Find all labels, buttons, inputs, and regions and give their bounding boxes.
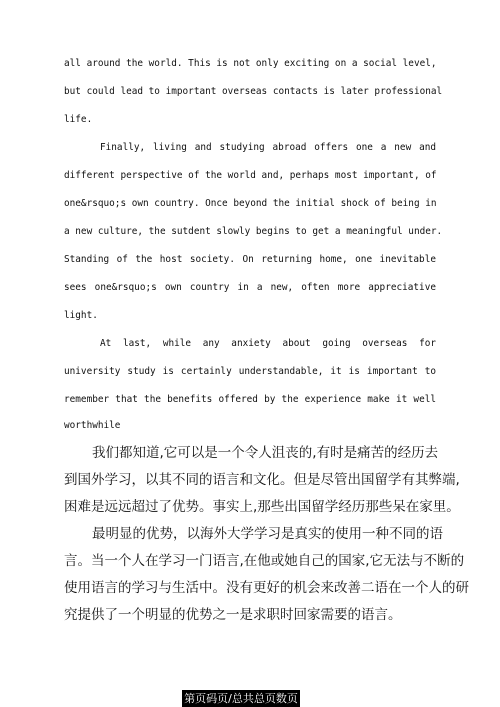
chinese-line: 使用语言的学习与生活中。没有更好的机会来改善二语在一个人的研 <box>64 580 469 596</box>
chinese-line: 困难是远远超过了优势。事实上,那些出国留学经历那些呆在家里。 <box>64 499 460 515</box>
english-line: sees one&rsquo;s own country in a new, often more appreciative <box>64 282 436 293</box>
chinese-line: 究提供了一个明显的优势之一是求职时回家需要的语言。 <box>64 607 402 623</box>
chinese-line: 到国外学习，以其不同的语言和文化。但是尽管出国留学有其弊端, <box>64 472 460 488</box>
english-line: remember that the benefits offered by the experience make it well <box>64 394 436 405</box>
english-line: Finally, living and studying abroad offers one a new and <box>100 142 436 153</box>
english-line: life. <box>64 114 93 125</box>
english-line: Standing of the host society. On returning home, one inevitable <box>64 254 436 265</box>
english-line: all around the world. This is not only exciting on a social level, <box>64 58 437 69</box>
english-line: a new culture, the sutdent slowly begins to get a meaningful under. <box>64 226 443 237</box>
page-footer: 第页码页/总共总页数页 <box>182 690 300 707</box>
english-line: but could lead to important overseas contacts is later professional <box>64 86 443 97</box>
english-line: light. <box>64 310 98 321</box>
chinese-line: 言。当一个人在学习一门语言,在他或她自己的国家,它无法与不断的 <box>64 553 465 569</box>
chinese-line: 我们都知道,它可以是一个令人沮丧的,有时是痛苦的经历去 <box>92 445 439 461</box>
english-line: different perspective of the world and, perhaps most important, of <box>64 170 437 181</box>
chinese-line: 最明显的优势，以海外大学学习是真实的使用一种不同的语 <box>92 526 443 542</box>
english-line: university study is certainly understandable, it is important to <box>64 366 436 377</box>
english-line: one&rsquo;s own country. Once beyond the initial shock of being in <box>64 198 437 209</box>
english-line: At last, while any anxiety about going overseas for <box>100 338 436 349</box>
english-line: worthwhile <box>64 420 121 431</box>
